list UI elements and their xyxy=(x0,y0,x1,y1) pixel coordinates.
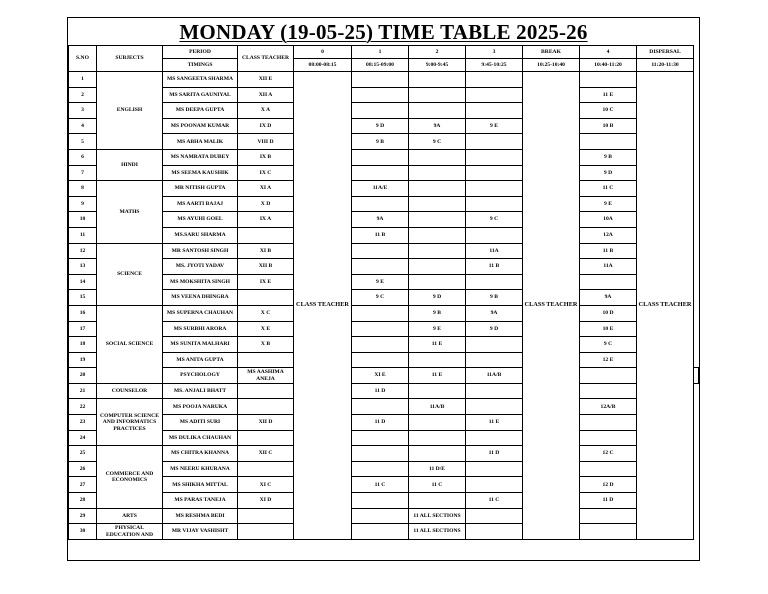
period-1-cell: 9 C xyxy=(352,290,409,306)
teacher-name: MS. JYOTI YADAV xyxy=(163,259,238,275)
row-sno: 29 xyxy=(69,508,97,524)
period-1-cell xyxy=(352,493,409,509)
period-4-cell: 10 C xyxy=(580,103,637,119)
period-1-cell xyxy=(352,165,409,181)
teacher-name: MS ANITA GUPTA xyxy=(163,352,238,368)
table-row xyxy=(69,477,699,493)
teacher-name: MS SANGEETA SHARMA xyxy=(163,72,238,88)
class-teacher-of xyxy=(238,461,294,477)
row-sno: 5 xyxy=(69,134,97,150)
period-3-cell: 9 E xyxy=(466,118,523,134)
period-3-cell: 11 D xyxy=(466,446,523,462)
row-sno: 12 xyxy=(69,243,97,259)
period-4-cell xyxy=(580,524,637,540)
subject-arts: ARTS xyxy=(97,508,163,524)
row-sno: 6 xyxy=(69,149,97,165)
teacher-name: MS CHITRA KHANNA xyxy=(163,446,238,462)
dispersal-class-teacher: CLASS TEACHER xyxy=(637,72,694,540)
teacher-name: MS AYUHI GOEL xyxy=(163,212,238,228)
teacher-name: MS SEEMA KAUSHIK xyxy=(163,165,238,181)
teacher-name: MS.SARU SHARMA xyxy=(163,227,238,243)
row-sno: 13 xyxy=(69,259,97,275)
table-row xyxy=(69,461,699,477)
teacher-name: MS POOJA NARUKA xyxy=(163,399,238,415)
row-sno: 16 xyxy=(69,305,97,321)
class-teacher-of: XI B xyxy=(238,243,294,259)
teacher-name: MS RESHMA BEDI xyxy=(163,508,238,524)
time-dispersal: 11:20-11:30 xyxy=(637,59,694,72)
period-1-cell: 11A/E xyxy=(352,181,409,197)
period-2-cell xyxy=(409,103,466,119)
period-3-cell: 9 D xyxy=(466,321,523,337)
period-2-cell xyxy=(409,72,466,88)
table-row xyxy=(69,212,699,228)
period-2-cell: 9 D xyxy=(409,290,466,306)
table-row xyxy=(69,415,699,431)
period-0-class-teacher: CLASS TEACHER xyxy=(294,72,352,540)
row-sno: 23 xyxy=(69,415,97,431)
period-2-cell xyxy=(409,181,466,197)
row-sno: 8 xyxy=(69,181,97,197)
row-sno: 17 xyxy=(69,321,97,337)
period-3-cell xyxy=(466,383,523,399)
period-2-cell xyxy=(409,149,466,165)
period-4-cell xyxy=(580,461,637,477)
period-1-cell xyxy=(352,352,409,368)
class-teacher-of xyxy=(238,508,294,524)
period-3-cell xyxy=(466,149,523,165)
table-row xyxy=(69,196,699,212)
teacher-name: MS DULIKA CHAUHAN xyxy=(163,430,238,446)
period-2-cell xyxy=(409,212,466,228)
table-row xyxy=(69,165,699,181)
period-4-cell: 11 E xyxy=(580,87,637,103)
period-3-cell xyxy=(466,430,523,446)
teacher-name: MS ABHA MALIK xyxy=(163,134,238,150)
period-4-cell xyxy=(580,274,637,290)
row-sno: 22 xyxy=(69,399,97,415)
period-1-cell: 11 D xyxy=(352,383,409,399)
table-row xyxy=(69,524,699,540)
class-teacher-of: X A xyxy=(238,103,294,119)
teacher-name: MS POONAM KUMAR xyxy=(163,118,238,134)
period-2-cell xyxy=(409,243,466,259)
class-teacher-of xyxy=(238,227,294,243)
teacher-name: MS AARTI BAJAJ xyxy=(163,196,238,212)
table-row xyxy=(69,72,699,88)
table-row xyxy=(69,446,699,462)
row-sno: 27 xyxy=(69,477,97,493)
period-1-cell: 11 C xyxy=(352,477,409,493)
table-row xyxy=(69,227,699,243)
period-4-cell xyxy=(694,368,699,384)
period-1-cell xyxy=(352,259,409,275)
period-4-cell: 10 E xyxy=(580,321,637,337)
table-row xyxy=(69,508,699,524)
teacher-name: MS SHIKHA MITTAL xyxy=(163,477,238,493)
period-2-cell: 9 B xyxy=(409,305,466,321)
period-4-cell: 11 D xyxy=(580,493,637,509)
period-2-cell xyxy=(409,274,466,290)
period-1-cell xyxy=(352,196,409,212)
teacher-name: MS AASHIMA ANEJA xyxy=(238,368,294,384)
period-4-cell: 12 C xyxy=(580,446,637,462)
period-4-cell: 9 D xyxy=(580,165,637,181)
period-3-cell xyxy=(466,477,523,493)
period-1-cell xyxy=(352,87,409,103)
period-3-cell xyxy=(466,87,523,103)
period-3-cell: 11 C xyxy=(466,493,523,509)
subject-counselor: COUNSELOR xyxy=(97,383,163,399)
subject-pe: PHYSICAL EDUCATION AND xyxy=(97,524,163,540)
header-subjects: SUBJECTS xyxy=(97,46,163,72)
table-row xyxy=(69,352,699,368)
class-teacher-of: X B xyxy=(238,337,294,353)
period-4-cell: 9A xyxy=(580,290,637,306)
period-3-cell: 9 C xyxy=(466,212,523,228)
period-3-cell xyxy=(466,524,523,540)
period-2-cell: 11A/B xyxy=(409,399,466,415)
period-2-cell xyxy=(409,87,466,103)
period-4-cell: 12 E xyxy=(580,352,637,368)
table-row xyxy=(69,321,699,337)
subject-psychology: PSYCHOLOGY xyxy=(163,368,238,384)
table-row xyxy=(69,368,699,384)
table-row xyxy=(69,274,699,290)
period-3-cell xyxy=(580,368,637,384)
class-teacher-of xyxy=(238,430,294,446)
table-row xyxy=(69,134,699,150)
header-timings: TIMINGS xyxy=(163,59,238,72)
table-row xyxy=(69,383,699,399)
period-3-cell xyxy=(466,508,523,524)
class-teacher-of: XI C xyxy=(238,477,294,493)
time-period-4: 10:40-11:20 xyxy=(580,59,637,72)
class-teacher-of: VIII D xyxy=(238,134,294,150)
period-1-cell xyxy=(352,243,409,259)
period-1-cell: 9A xyxy=(352,212,409,228)
period-4-cell: 11 B xyxy=(580,243,637,259)
period-3-cell xyxy=(466,103,523,119)
period-2-cell: 11 ALL SECTIONS xyxy=(409,524,466,540)
period-4-cell: 9 B xyxy=(580,149,637,165)
period-3-cell xyxy=(466,274,523,290)
class-teacher-of xyxy=(238,290,294,306)
class-teacher-of: X D xyxy=(238,196,294,212)
class-teacher-of: XII D xyxy=(238,415,294,431)
period-2-cell xyxy=(409,430,466,446)
row-sno: 18 xyxy=(69,337,97,353)
row-sno: 11 xyxy=(69,227,97,243)
table-row xyxy=(69,259,699,275)
header-dispersal: DISPERSAL xyxy=(637,46,694,59)
timetable-sheet xyxy=(67,17,700,561)
period-3-cell: 11 E xyxy=(466,415,523,431)
subject-social: SOCIAL SCIENCE xyxy=(97,305,163,383)
teacher-name: MS. ANJALI BHATT xyxy=(163,383,238,399)
row-sno: 7 xyxy=(69,165,97,181)
period-4-cell: 12 D xyxy=(580,477,637,493)
period-3-cell: 9A xyxy=(466,305,523,321)
period-4-cell xyxy=(580,134,637,150)
class-teacher-of xyxy=(238,383,294,399)
table-row xyxy=(69,103,699,119)
period-3-cell xyxy=(466,196,523,212)
class-teacher-of: XI D xyxy=(238,493,294,509)
period-2-cell xyxy=(409,383,466,399)
period-4-cell: 11 C xyxy=(580,181,637,197)
table-row xyxy=(69,290,699,306)
period-3-cell: 11A xyxy=(466,243,523,259)
period-3-cell xyxy=(466,134,523,150)
period-1-cell: 9 E xyxy=(352,274,409,290)
period-2-cell: 11 ALL SECTIONS xyxy=(409,508,466,524)
period-1-cell xyxy=(352,337,409,353)
period-4-cell: 12A/B xyxy=(580,399,637,415)
time-period-2: 9:00-9:45 xyxy=(409,59,466,72)
period-3-cell xyxy=(466,399,523,415)
period-1-cell: 11 D xyxy=(352,415,409,431)
time-period-1: 08:15-09:00 xyxy=(352,59,409,72)
teacher-name: MS NAMRATA DUBEY xyxy=(163,149,238,165)
row-sno: 2 xyxy=(69,87,97,103)
row-sno: 1 xyxy=(69,72,97,88)
teacher-name: MS PARAS TANEJA xyxy=(163,493,238,509)
period-1-cell: 11 B xyxy=(352,227,409,243)
class-teacher-of xyxy=(238,524,294,540)
period-1-cell xyxy=(352,149,409,165)
class-teacher-of: X E xyxy=(238,321,294,337)
class-teacher-of: XII B xyxy=(238,259,294,275)
row-sno: 24 xyxy=(69,430,97,446)
header-period-3: 3 xyxy=(466,46,523,59)
subject-commerce: COMMERCE AND ECONOMICS xyxy=(97,446,163,508)
period-1-cell xyxy=(352,305,409,321)
row-sno: 4 xyxy=(69,118,97,134)
teacher-name: MR NITISH GUPTA xyxy=(163,181,238,197)
class-teacher-of: IX D xyxy=(238,118,294,134)
header-period-1: 1 xyxy=(352,46,409,59)
period-4-cell: 10 D xyxy=(580,305,637,321)
row-sno: 14 xyxy=(69,274,97,290)
class-teacher-of: X C xyxy=(238,305,294,321)
class-teacher-of: XII C xyxy=(238,446,294,462)
timetable-body xyxy=(69,46,699,540)
period-4-cell xyxy=(580,415,637,431)
header-period-2: 2 xyxy=(409,46,466,59)
period-1-cell: 11 E xyxy=(409,368,466,384)
class-teacher-of xyxy=(238,399,294,415)
period-2-cell: 9 C xyxy=(409,134,466,150)
header-break: BREAK xyxy=(523,46,580,59)
period-2-cell xyxy=(409,415,466,431)
row-sno: 3 xyxy=(69,103,97,119)
table-row xyxy=(69,181,699,197)
row-sno: 10 xyxy=(69,212,97,228)
period-1-cell: 9 D xyxy=(352,118,409,134)
period-4-cell xyxy=(580,508,637,524)
teacher-name: MS SUNITA MALHARI xyxy=(163,337,238,353)
period-2-cell: 11 D/E xyxy=(409,461,466,477)
class-teacher-of: XII A xyxy=(238,87,294,103)
period-2-cell xyxy=(409,259,466,275)
period-3-cell xyxy=(466,461,523,477)
period-4-cell xyxy=(580,383,637,399)
header-period: PERIOD xyxy=(163,46,238,59)
row-sno: 25 xyxy=(69,446,97,462)
period-2-cell xyxy=(409,165,466,181)
table-row xyxy=(69,87,699,103)
header-period-4: 4 xyxy=(580,46,637,59)
table-row xyxy=(69,243,699,259)
teacher-name: MS NEERU KHURANA xyxy=(163,461,238,477)
subject-english: ENGLISH xyxy=(97,72,163,150)
class-teacher-of: XII E xyxy=(238,72,294,88)
class-teacher-of: XI A xyxy=(238,181,294,197)
class-teacher-of: XI E xyxy=(352,368,409,384)
period-1-cell xyxy=(352,321,409,337)
class-teacher-of: IX A xyxy=(238,212,294,228)
table-row xyxy=(69,149,699,165)
subject-science: SCIENCE xyxy=(97,243,163,305)
period-1-cell xyxy=(352,399,409,415)
teacher-name: MS ADITI SURI xyxy=(163,415,238,431)
period-2-cell xyxy=(409,493,466,509)
table-row xyxy=(69,118,699,134)
period-4-cell xyxy=(580,72,637,88)
period-2-cell: 11 C xyxy=(409,477,466,493)
period-1-cell xyxy=(352,446,409,462)
row-sno: 15 xyxy=(69,290,97,306)
row-sno: 19 xyxy=(69,352,97,368)
row-sno: 28 xyxy=(69,493,97,509)
time-break: 10:25-10:40 xyxy=(523,59,580,72)
period-3-cell xyxy=(466,72,523,88)
period-1-cell xyxy=(352,72,409,88)
period-3-cell xyxy=(466,227,523,243)
header-class-teacher: CLASS TEACHER xyxy=(238,46,294,72)
teacher-name: MS DEEPA GUPTA xyxy=(163,103,238,119)
table-row xyxy=(69,337,699,353)
teacher-name: MR VIJAY VASHISHT xyxy=(163,524,238,540)
period-2-cell: 9A xyxy=(409,118,466,134)
period-4-cell: 10 B xyxy=(580,118,637,134)
period-3-cell: 11 B xyxy=(466,259,523,275)
period-1-cell xyxy=(352,103,409,119)
period-3-cell xyxy=(466,181,523,197)
teacher-name: MS SARITA GAUNIYAL xyxy=(163,87,238,103)
period-3-cell xyxy=(466,165,523,181)
period-1-cell xyxy=(352,430,409,446)
period-4-cell: 9 C xyxy=(580,337,637,353)
header-sno: S.NO xyxy=(69,46,97,72)
class-teacher-of: IX E xyxy=(238,274,294,290)
subject-cs: COMPUTER SCIENCE AND INFORMATICS PRACTICES xyxy=(97,399,163,446)
timetable xyxy=(68,45,699,540)
period-2-cell: 11 E xyxy=(409,337,466,353)
subject-hindi: HINDI xyxy=(97,149,163,180)
period-3-cell xyxy=(466,352,523,368)
teacher-name: MR SANTOSH SINGH xyxy=(163,243,238,259)
table-row xyxy=(69,430,699,446)
period-3-cell xyxy=(466,337,523,353)
period-2-cell: 11A/B xyxy=(466,368,523,384)
period-4-cell: 9 E xyxy=(580,196,637,212)
period-1-cell xyxy=(352,524,409,540)
table-row xyxy=(69,493,699,509)
row-sno: 21 xyxy=(69,383,97,399)
teacher-name: MS MOKSHITA SINGH xyxy=(163,274,238,290)
break-class-teacher: CLASS TEACHER xyxy=(523,72,580,540)
subject-maths: MATHS xyxy=(97,181,163,243)
page-title: MONDAY (19-05-25) TIME TABLE 2025-26 xyxy=(179,20,588,44)
period-2-cell xyxy=(409,196,466,212)
period-2-cell xyxy=(409,446,466,462)
period-4-cell: 10A xyxy=(580,212,637,228)
period-3-cell: 9 B xyxy=(466,290,523,306)
time-period-0: 08:00-08:15 xyxy=(294,59,352,72)
period-4-cell: 11A xyxy=(580,259,637,275)
teacher-name: MS SUPERNA CHAUHAN xyxy=(163,305,238,321)
teacher-name: MS VEENA DHINGRA xyxy=(163,290,238,306)
period-1-cell xyxy=(352,508,409,524)
class-teacher-of: IX C xyxy=(238,165,294,181)
period-1-cell: 9 B xyxy=(352,134,409,150)
teacher-name: MS SURBHI ARORA xyxy=(163,321,238,337)
header-period-0: 0 xyxy=(294,46,352,59)
period-2-cell xyxy=(409,227,466,243)
row-sno: 9 xyxy=(69,196,97,212)
class-teacher-of xyxy=(238,352,294,368)
row-sno: 20 xyxy=(69,368,97,384)
period-4-cell: 12A xyxy=(580,227,637,243)
period-1-cell xyxy=(352,461,409,477)
time-period-3: 9:45-10:25 xyxy=(466,59,523,72)
period-2-cell: 9 E xyxy=(409,321,466,337)
row-sno: 26 xyxy=(69,461,97,477)
period-2-cell xyxy=(409,352,466,368)
period-4-cell xyxy=(580,430,637,446)
class-teacher-of: IX B xyxy=(238,149,294,165)
table-row xyxy=(69,305,699,321)
table-row xyxy=(69,399,699,415)
row-sno: 30 xyxy=(69,524,97,540)
